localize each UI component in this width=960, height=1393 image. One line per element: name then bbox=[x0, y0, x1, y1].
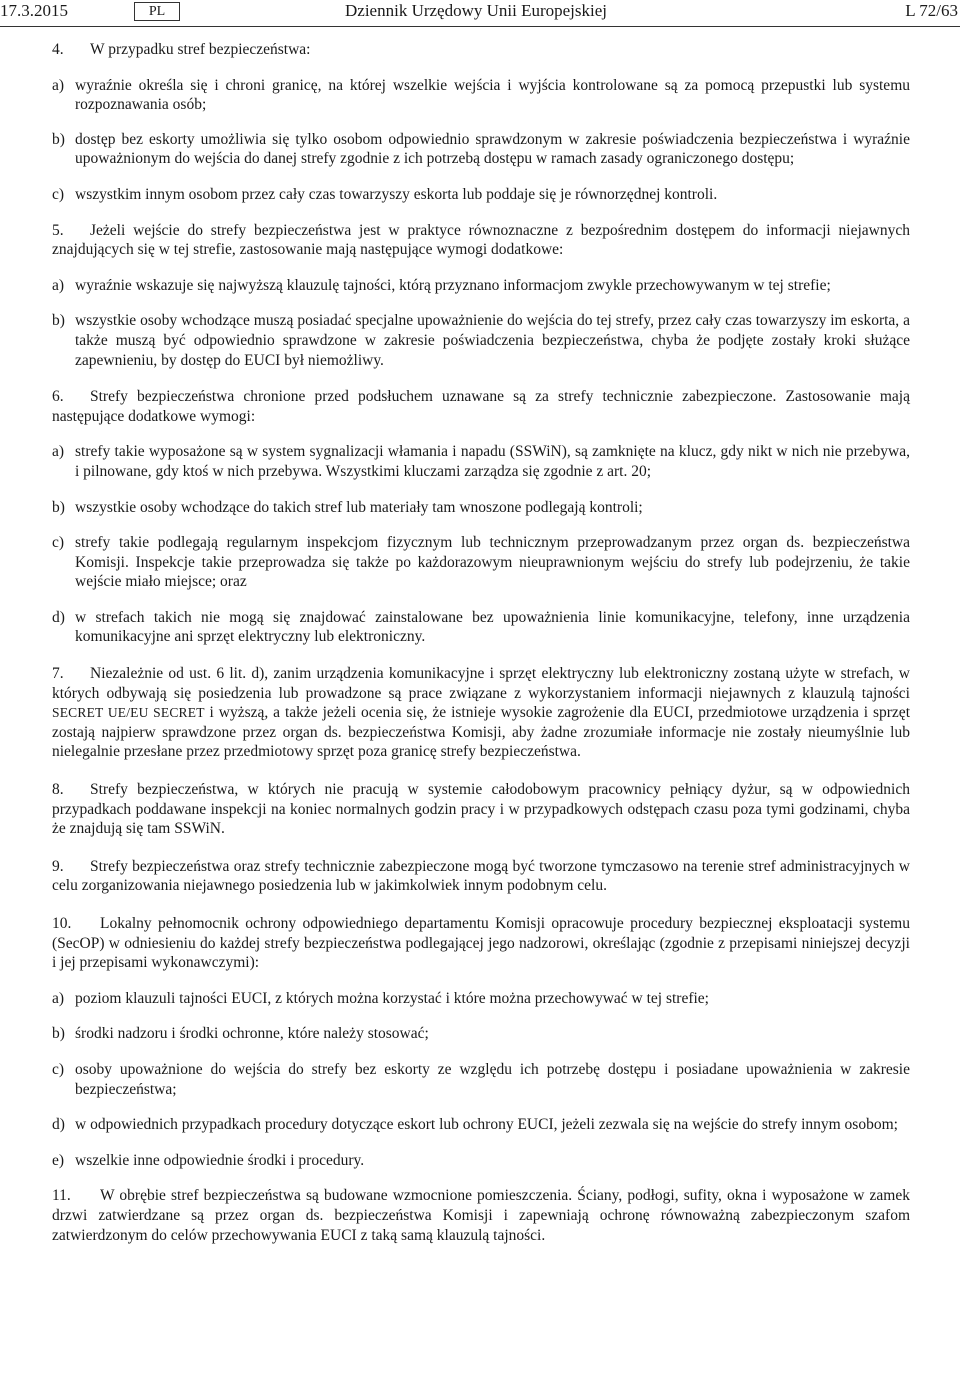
paragraph-number: 9. bbox=[52, 857, 64, 875]
item-label: b) bbox=[52, 130, 65, 148]
item-text: środki nadzoru i środki ochronne, które należy stosować; bbox=[75, 1025, 429, 1043]
paragraph-text: Lokalny pełnomocnik ochrony odpowiedniego departamentu Komisji opracowuje procedury bezpiecznej eksploatacji systemu (SecOP) w odniesieniu do każdej strefy bezpieczeństwa podlegającej jego nadzorowi, określając (zgodnie z przepisami niniejszej decyzji i jej przepisami wykonawczymi): bbox=[52, 915, 910, 972]
journal-title: Dziennik Urzędowy Unii Europejskiej bbox=[345, 1, 608, 20]
paragraph-text-continued: i wyższą, a także jeżeli ocenia się, że istnieje wysokie zagrożenie dla EUCI, przedmiotowe urządzenia i sprzęt zostają najpierw sprawdzone przez organ ds. bezpieczeństwa Komisji, aby żadne zrozumiałe informacje nie zostały nieumyślnie lub nielegalnie przesłane przez przedmiotowy sprzęt poza granicę strefy bezpieczeństwa. bbox=[52, 704, 910, 761]
item-label: b) bbox=[52, 312, 65, 330]
item-label: a) bbox=[52, 443, 65, 461]
paragraph-5-item-b bbox=[52, 311, 910, 370]
paragraph-number: 8. bbox=[52, 781, 64, 799]
item-text: wyraźnie określa się i chroni granicę, na której wszelkie wejścia i wyjścia kontrolowane są za pomocą przepustki lub systemu rozpoznawania osób; bbox=[75, 76, 910, 114]
item-label: c) bbox=[52, 185, 65, 203]
publication-date: 17.3.2015 bbox=[0, 1, 68, 20]
language-badge: PL bbox=[134, 2, 180, 21]
paragraph-4-item-a bbox=[52, 76, 910, 115]
classification-marking: SECRET UE/EU SECRET bbox=[52, 705, 205, 721]
item-label: a) bbox=[52, 76, 65, 94]
page-number: L 72/63 bbox=[905, 1, 958, 20]
paragraph-6-item-b bbox=[52, 498, 910, 518]
paragraph-4-item-c bbox=[52, 185, 910, 205]
item-text: dostęp bez eskorty umożliwia się tylko osobom odpowiednio sprawdzonym w zakresie poświadczenia bezpieczeństwa i wyraźnie upoważnionym do wejścia do danej strefy zgodnie z ich potrzebą dostępu w ramach zasady ograniczonego dostępu; bbox=[75, 130, 910, 168]
paragraph-6-item-a bbox=[52, 442, 910, 481]
item-label: b) bbox=[52, 1025, 65, 1043]
paragraph-6-item-d bbox=[52, 608, 910, 647]
item-text: poziom klauzuli tajności EUCI, z których można korzystać i które można przechowywać w tej strefie; bbox=[75, 989, 709, 1007]
paragraph-4-item-b bbox=[52, 130, 910, 169]
paragraph-10-item-c bbox=[52, 1060, 910, 1099]
item-text: strefy takie wyposażone są w system sygnalizacji włamania i napadu (SSWiN), są zamknięte na klucz, gdy nikt w nich nie przebywa, i pilnowane, gdy ktoś w nich przebywa. Wszystkimi kluczami zarządza się zgodnie z art. 20; bbox=[75, 443, 910, 480]
paragraph-text: W obrębie stref bezpieczeństwa są budowane wzmocnione pomieszczenia. Ściany, podłogi, sufity, okna i wyposażone w zamek drzwi zatwierdzane są przez organ ds. bezpieczeństwa Komisji i zapewniają ochronę równoważną zabezpieczonym szafom zatwierdzonym do celów przechowywania EUCI z taką samą klauzulą tajności. bbox=[52, 1187, 910, 1244]
paragraph-5-item-a bbox=[52, 276, 910, 296]
item-text: osoby upoważnione do wejścia do strefy bez eskorty ze względu ich potrzebę dostępu i posiadane upoważnienia w zakresie bezpieczeństwa; bbox=[75, 1060, 910, 1098]
paragraph-text: W przypadku stref bezpieczeństwa: bbox=[90, 41, 311, 58]
paragraph-text: Jeżeli wejście do strefy bezpieczeństwa jest w praktyce równoznaczne z bezpośrednim dostępem do informacji niejawnych znajdujących się w tej strefie, zastosowanie mają następujące wymogi dodatkowe: bbox=[52, 221, 910, 259]
item-text: w odpowiednich przypadkach procedury dotyczące eskort lub ochrony EUCI, jeżeli zezwala się na wejście do strefy innym osobom; bbox=[75, 1116, 898, 1134]
item-label: c) bbox=[52, 534, 65, 552]
item-label: e) bbox=[52, 1151, 65, 1169]
paragraph-text: Strefy bezpieczeństwa oraz strefy technicznie zabezpieczone mogą być tworzone tymczasowo na terenie stref administracyjnych w celu zorganizowania niejawnego posiedzenia lub w jakimkolwiek innym podobnym celu. bbox=[52, 857, 910, 895]
paragraph-10-item-b bbox=[52, 1024, 910, 1044]
paragraph-7 bbox=[52, 664, 910, 762]
paragraph-10-item-a bbox=[52, 989, 910, 1009]
item-label: d) bbox=[52, 608, 65, 626]
page-header bbox=[0, 0, 960, 27]
paragraph-text: Niezależnie od ust. 6 lit. d), zanim urządzenia komunikacyjne i sprzęt elektryczny lub elektroniczny zostaną użyte w strefach, w których odbywają się posiedzenia lub prowadzone są prace związane z wykorzystaniem informacji niejawnych z klauzulą tajności bbox=[52, 665, 910, 702]
item-label: b) bbox=[52, 498, 65, 516]
paragraph-number: 4. bbox=[52, 41, 64, 58]
paragraph-number: 11. bbox=[52, 1187, 71, 1205]
paragraph-number: 6. bbox=[52, 388, 64, 406]
paragraph-8 bbox=[52, 780, 910, 839]
paragraph-text: Strefy bezpieczeństwa, w których nie pracują w systemie całodobowym pracownicy pełniący dyżur, są w odpowiednich przypadkach poddawane inspekcji na koniec normalnych godzin pracy i w przypadkowych odstępach czasu poza tymi godzinami, chyba że znajdują się tam SSWiN. bbox=[52, 781, 910, 838]
item-label: c) bbox=[52, 1060, 65, 1078]
paragraph-11 bbox=[52, 1186, 910, 1245]
paragraph-number: 5. bbox=[52, 221, 64, 239]
document-body bbox=[52, 40, 910, 1245]
item-label: a) bbox=[52, 989, 65, 1007]
paragraph-text: Strefy bezpieczeństwa chronione przed podsłuchem uznawane są za strefy technicznie zabezpieczone. Zastosowanie mają następujące dodatkowe wymogi: bbox=[52, 388, 910, 425]
item-label: d) bbox=[52, 1116, 65, 1134]
item-text: wszelkie inne odpowiednie środki i procedury. bbox=[75, 1151, 365, 1169]
paragraph-6-item-c bbox=[52, 533, 910, 592]
item-text: wszystkie osoby wchodzące do takich stref lub materiały tam wnoszone podlegają kontroli; bbox=[75, 498, 643, 516]
paragraph-number: 7. bbox=[52, 665, 64, 683]
paragraph-5 bbox=[52, 221, 910, 260]
paragraph-9 bbox=[52, 857, 910, 896]
item-text: wszystkie osoby wchodzące muszą posiadać specjalne upoważnienie do wejścia do tej strefy, przez cały czas towarzyszy im eskorta, a także muszą być odpowiednio sprawdzone w zakresie poświadczenia bezpieczeństwa, chyba że podjęte zostały kroki służące zapewnieniu, by dostęp do EUCI był niemożliwy. bbox=[75, 312, 910, 369]
paragraph-number: 10. bbox=[52, 915, 72, 932]
item-text: wszystkim innym osobom przez cały czas towarzyszy eskorta lub poddaje się je równorzędnej kontroli. bbox=[75, 185, 718, 203]
paragraph-6 bbox=[52, 387, 910, 426]
paragraph-10-item-e bbox=[52, 1151, 910, 1171]
item-label: a) bbox=[52, 276, 65, 294]
item-text: wyraźnie wskazuje się najwyższą klauzulę tajności, którą przyznano informacjom zwykle przechowywanym w tej strefie; bbox=[75, 276, 831, 294]
paragraph-10 bbox=[52, 914, 910, 973]
paragraph-10-item-d bbox=[52, 1115, 910, 1135]
paragraph-4 bbox=[52, 40, 910, 60]
item-text: strefy takie podlegają regularnym inspekcjom fizycznym lub technicznym przeprowadzanym przez organ ds. bezpieczeństwa Komisji. Inspekcje takie przeprowadza się także po każdorazowym nieuprawnionym wejściu do strefy lub podejrzeniu, że takie wejście miało miejsce; oraz bbox=[75, 534, 910, 591]
item-text: w strefach takich nie mogą się znajdować zainstalowane bez upoważnienia linie komunikacyjne, telefony, inne urządzenia komunikacyjne ani sprzęt elektryczny lub elektroniczny. bbox=[75, 608, 910, 646]
